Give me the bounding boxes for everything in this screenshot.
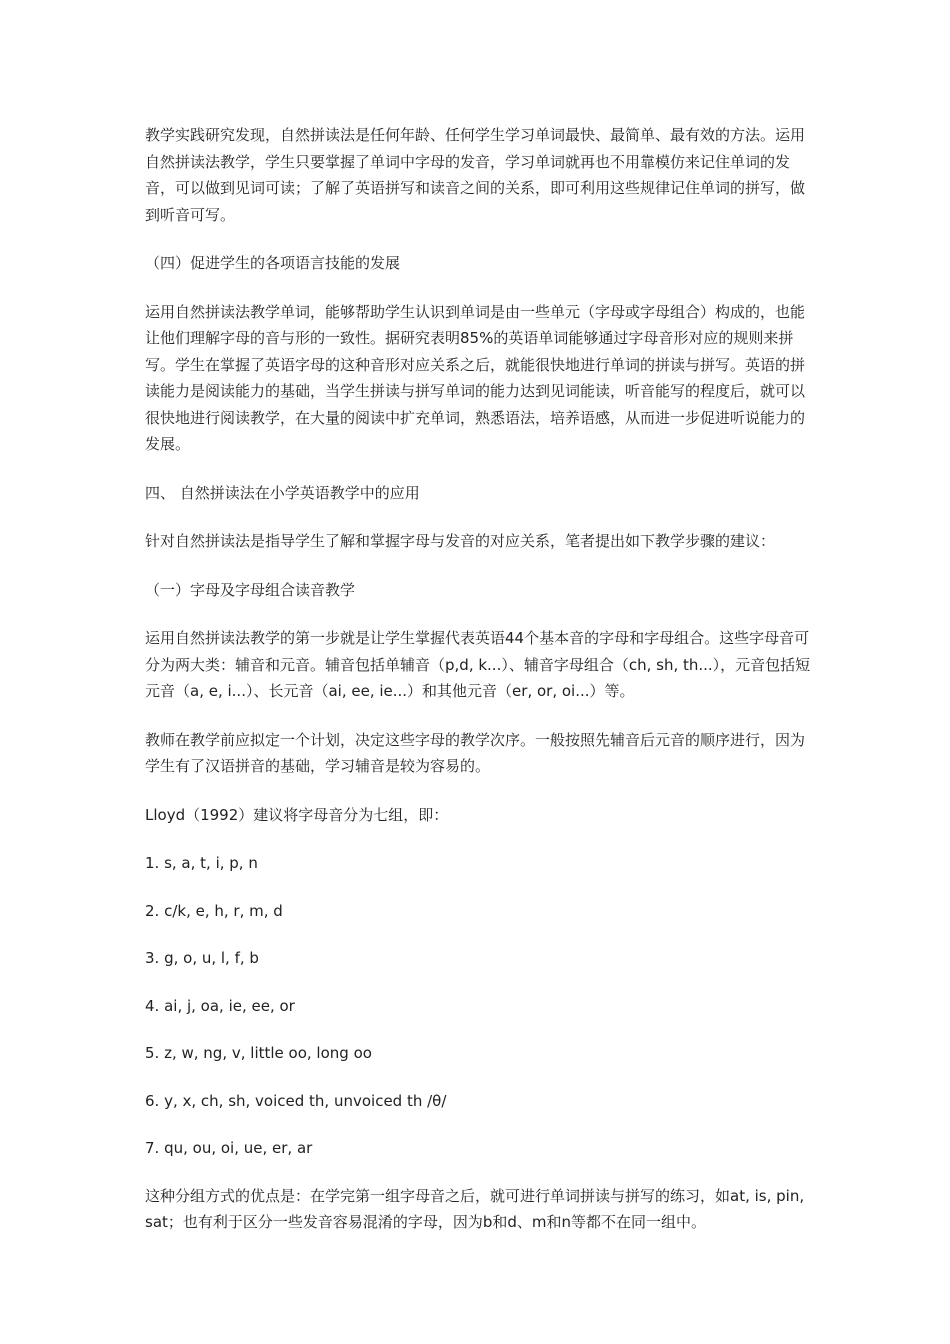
paragraph-phonics-benefits: 运用自然拼读法教学单词，能够帮助学生认识到单词是由一些单元（字母或字母组合）构成的，也能让他们理解字母的音与形的一致性。据研究表明85%的英语单词能够通过字母音形对应的规则来拼写。学生在掌握了英语字母的这种音形对应关系之后，就能很快地进行单词的拼读与拼写。英语的拼读能力是阅读能力的基础，当学生拼读与拼写单词的能力达到见词能读，听音能写的程度后，就可以很快地进行阅读教学，在大量的阅读中扩充单词，熟悉语法，培养语感，从而进一步促进听说能力的发展。: [145, 302, 806, 453]
list-item: 5. z, w, ng, v, little oo, long oo: [145, 1044, 372, 1062]
list-item: 6. y, x, ch, sh, voiced th, unvoiced th /θ/: [145, 1091, 447, 1110]
section-heading-application: 四、 自然拼读法在小学英语教学中的应用: [145, 483, 420, 502]
paragraph-teaching-plan: 教师在教学前应拟定一个计划，决定这些字母的教学次序。一般按照先辅音后元音的顺序进行，因为学生有了汉语拼音的基础，学习辅音是较为容易的。: [145, 730, 806, 775]
list-item: 7. qu, ou, oi, ue, er, ar: [145, 1139, 313, 1157]
section-heading-language-skills: （四）促进学生的各项语言技能的发展: [145, 254, 401, 272]
letter-sound-groups-list: [145, 850, 813, 1162]
list-item: 1. s, a, t, i, p, n: [145, 854, 258, 872]
section-heading-letter-sounds: （一）字母及字母组合读音教学: [145, 580, 356, 599]
paragraph-teaching-practice: 教学实践研究发现，自然拼读法是任何年龄、任何学生学习单词最快、最简单、最有效的方法。运用自然拼读法教学，学生只要掌握了单词中字母的发音，学习单词就再也不用靠模仿来记住单词的发音，可以做到见词可读；了解了英语拼写和读音之间的关系，即可利用这些规律记住单词的拼写，做到听音可写。: [145, 126, 806, 224]
paragraph-lloyd-groups-intro: Lloyd（1992）建议将字母音分为七组，即：: [145, 805, 449, 824]
paragraph-teaching-steps: 针对自然拼读法是指导学生了解和掌握字母与发音的对应关系，笔者提出如下教学步骤的建议：: [145, 532, 776, 550]
paragraph-grouping-advantage: 这种分组方式的优点是：在学完第一组字母音之后，就可进行单词拼读与拼写的练习，如at, is, pin, sat；也有利于区分一些发音容易混淆的字母，因为b和d、m和n等都不在同一组中。: [145, 1186, 805, 1231]
list-item: 3. g, o, u, l, f, b: [145, 949, 259, 967]
document-body: [145, 122, 813, 1258]
list-item: 2. c/k, e, h, r, m, d: [145, 901, 283, 920]
list-item: 4. ai, j, oa, ie, ee, or: [145, 996, 295, 1015]
paragraph-first-step: 运用自然拼读法教学的第一步就是让学生掌握代表英语44个基本音的字母和字母组合。这些字母音可分为两大类：辅音和元音。辅音包括单辅音（p,d, k...）、辅音字母组合（ch, sh, th...），元音包括短元音（a, e, i...）、长元音（ai, ee, ie...）和其他元音（er, or, oi...）等。: [145, 629, 811, 700]
